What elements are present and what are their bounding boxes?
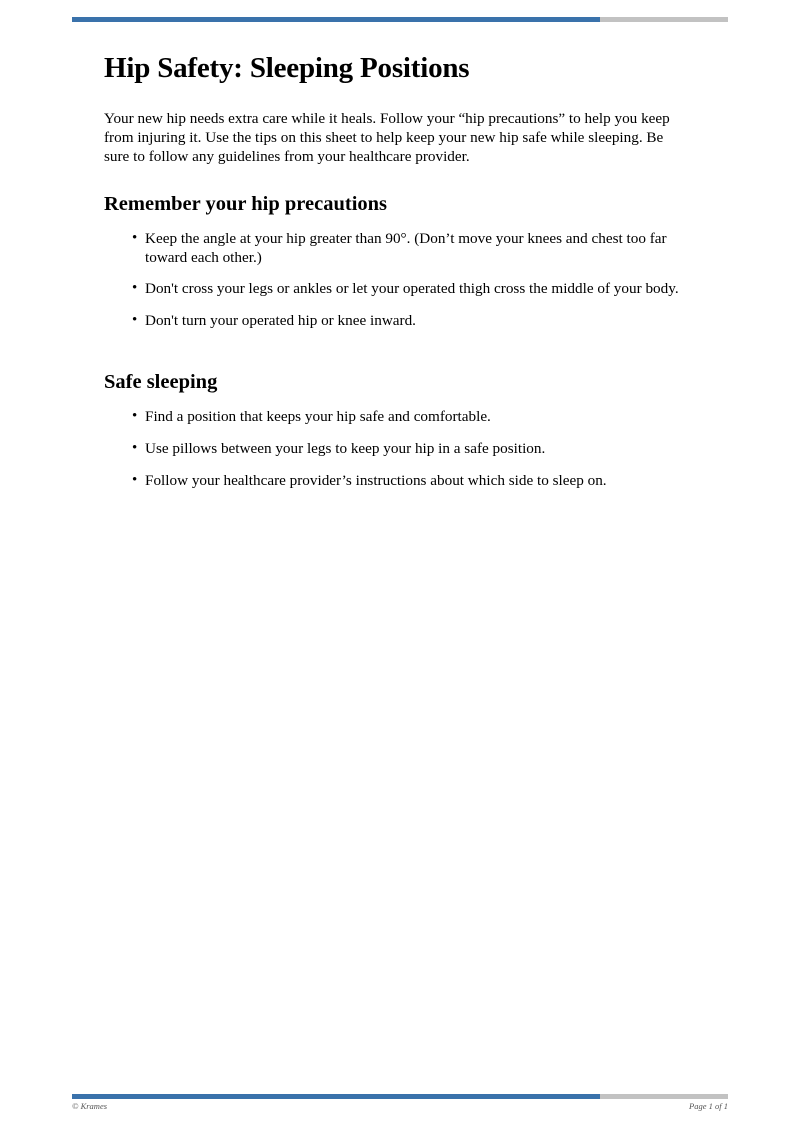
footer-rule (72, 1094, 728, 1099)
bullet-list (104, 408, 682, 490)
section-spacer (104, 355, 682, 371)
header-rule-gray-segment (600, 17, 728, 22)
page-number: Page 1 of 1 (689, 1101, 728, 1111)
list-item: • Find a position that keeps your hip safe and comfortable. (104, 408, 682, 427)
intro-paragraph: Your new hip needs extra care while it heals. Follow your “hip precautions” to help you keep from injuring it. Use the tips on this sheet to help keep your new hip safe while sleeping. Be sure to follow any guidelines from your healthcare provider. (104, 110, 670, 165)
list-item: • Don't turn your operated hip or knee inward. (104, 312, 682, 331)
section-hip-precautions (104, 193, 682, 331)
list-item: • Don't cross your legs or ankles or let your operated thigh cross the middle of your body. (104, 280, 682, 299)
page-title: Hip Safety: Sleeping Positions (104, 52, 470, 84)
header-rule-accent-segment (72, 17, 600, 22)
header-rule (72, 17, 728, 22)
document-content (104, 52, 682, 514)
footer-rule-accent-segment (72, 1094, 600, 1099)
page-footer (72, 1101, 728, 1111)
copyright-notice: © Krames (72, 1101, 108, 1111)
bullet-list (104, 230, 682, 331)
list-item: • Follow your healthcare provider’s instructions about which side to sleep on. (104, 472, 682, 491)
section-safe-sleeping (104, 371, 682, 491)
section-heading: Safe sleeping (104, 370, 218, 393)
list-item: • Use pillows between your legs to keep your hip in a safe position. (104, 440, 682, 459)
section-heading: Remember your hip precautions (104, 192, 388, 215)
list-item: • Keep the angle at your hip greater than 90°. (Don’t move your knees and chest too far toward each other.) (104, 230, 682, 267)
footer-rule-gray-segment (600, 1094, 728, 1099)
